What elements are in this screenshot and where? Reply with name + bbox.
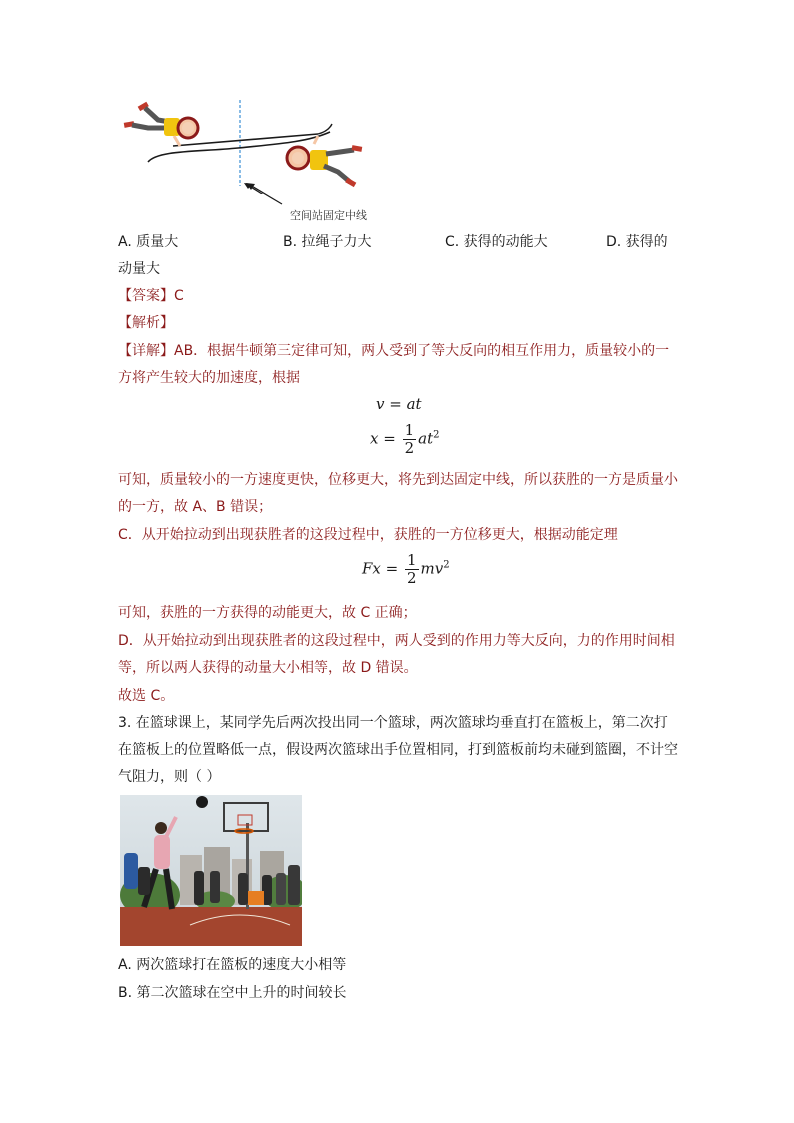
equation-1-text: v = at	[376, 395, 422, 413]
equation-3-lhs: Fx =	[362, 559, 399, 578]
explanation-p1-line2: 方将产生较大的加速度，根据	[118, 370, 300, 386]
arrow-pointer	[240, 180, 286, 208]
equation-2-lhs: x =	[370, 429, 396, 448]
option-d-continued: 动量大	[118, 261, 160, 277]
explanation-p4: 可知，获胜的一方获得的动能更大，故 C 正确；	[118, 605, 417, 621]
equation-3	[362, 552, 450, 587]
analysis-label: 【解析】	[118, 315, 174, 331]
equation-3-numerator: 1	[407, 551, 417, 569]
question3-line1: 3. 在篮球课上，某同学先后两次投出同一个篮球，两次篮球均垂直打在篮板上，第二次打	[118, 715, 668, 731]
left-astronaut-figure	[124, 102, 198, 146]
equation-3-denominator: 2	[407, 569, 417, 587]
explanation-p2-line1: 可知，质量较小的一方速度更快，位移更大，将先到达固定中线，所以获胜的一方是质量小	[118, 472, 678, 488]
question3-line2: 在篮板上的位置略低一点，假设两次篮球出手位置相同，打到篮板前均未碰到篮圈，不计空	[118, 742, 678, 758]
option-b: B. 拉绳子力大	[283, 234, 372, 250]
explanation-p3: C．从开始拉动到出现获胜者的这段过程中，获胜的一方位移更大，根据动能定理	[118, 527, 618, 543]
explanation-p2-line2: 的一方，故 A、B 错误；	[118, 499, 273, 515]
option-d: D. 获得的	[606, 234, 668, 250]
basketball-photo	[120, 795, 302, 946]
option-c: C. 获得的动能大	[445, 234, 548, 250]
explanation-conclusion: 故选 C。	[118, 688, 175, 704]
equation-3-fraction	[405, 552, 419, 587]
option-a: A. 质量大	[118, 234, 179, 250]
equation-2	[370, 422, 439, 457]
tug-of-war-illustration	[118, 92, 368, 194]
question3-option-b: B. 第二次篮球在空中上升的时间较长	[118, 985, 347, 1001]
equation-3-exponent: 2	[443, 559, 450, 571]
equation-2-rhs: at	[418, 429, 434, 448]
figure-caption: 空间站固定中线	[290, 209, 367, 222]
explanation-p5-line2: 等，所以两人获得的动量大小相等，故 D 错误。	[118, 660, 418, 676]
explanation-p1-line1: 【详解】AB．根据牛顿第三定律可知，两人受到了等大反向的相互作用力，质量较小的一	[118, 343, 670, 359]
equation-2-numerator: 1	[404, 421, 415, 439]
equation-2-fraction	[403, 422, 417, 457]
right-astronaut-figure	[287, 136, 362, 187]
equation-1	[376, 395, 422, 413]
question3-option-a: A. 两次篮球打在篮板的速度大小相等	[118, 957, 347, 973]
equation-2-denominator: 2	[404, 439, 415, 457]
answer-label: 【答案】C	[118, 288, 184, 304]
equation-3-rhs: mv	[420, 559, 444, 578]
equation-2-exponent: 2	[433, 429, 440, 441]
explanation-p5-line1: D．从开始拉动到出现获胜者的这段过程中，两人受到的作用力等大反向，力的作用时间相	[118, 633, 675, 649]
question3-line3: 气阻力，则（ ）	[118, 769, 221, 785]
